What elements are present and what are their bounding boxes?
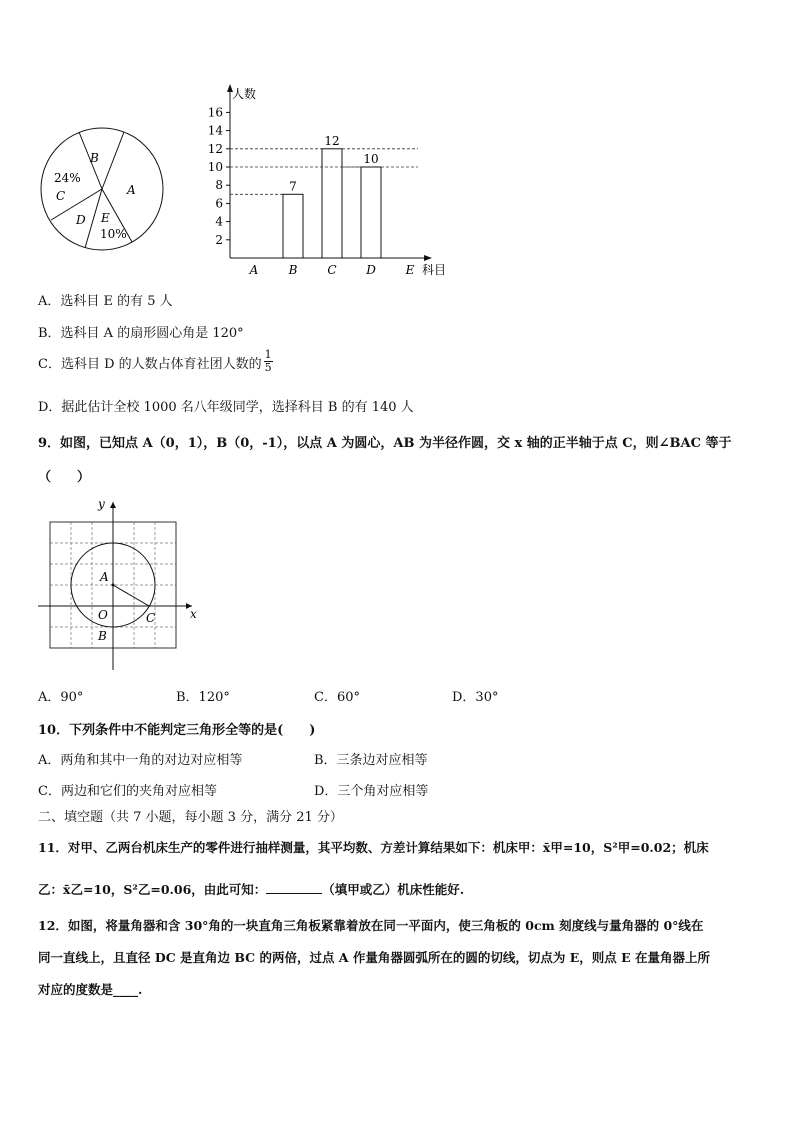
q10-option-b: B．三条边对应相等 [314,753,428,768]
label-c: C [146,611,156,625]
q12-line-1: 12．如图，将量角器和含 30°角的一块直角三角板紧靠着放在同一平面内，使三角板的 0cm 刻度线与量角器的 0°线在 [38,918,704,933]
x-axis-arrow [424,255,432,261]
y-tick-label: 10 [207,160,223,174]
q9-option-d: D．30° [452,690,499,705]
bar [283,194,303,258]
pie-label-d: D [76,213,86,227]
y-tick-label: 14 [207,123,223,138]
point-a [112,584,115,587]
q8-option-a: A．选科目 E 的有 5 人 [38,294,173,309]
q11-line-1-text: 11．对甲、乙两台机床生产的零件进行抽样测量，其平均数、方差计算结果如下：机床甲： [38,840,543,855]
q11-line-2-end: （填甲或乙）机床性能好. [322,882,465,897]
q12-line-3: 对应的度数是____. [38,982,143,997]
q11-line-1 [38,838,709,856]
jia-variance: S²甲=0.02；机床 [603,840,709,855]
bar [322,149,342,258]
bar [361,167,381,258]
label-o: O [98,608,108,622]
q12-line-2: 同一直线上，且直径 DC 是直角边 BC 的两倍，过点 A 作量角器圆弧所在的圆的切线，切点为 E，则点 E 在量角器上所 [38,950,710,965]
q8-option-b: B．选科目 A 的扇形圆心角是 120° [38,326,244,341]
q9-option-b: B．120° [176,690,230,705]
bar-chart-figure [200,82,460,280]
answer-blank[interactable] [266,893,322,894]
x-tick-label: C [327,263,337,277]
y-tick-label: 2 [215,232,223,247]
pie-label-a: A [127,183,136,197]
y-tick-label: 6 [215,196,223,211]
q11-line-2-text: 乙： [38,882,64,897]
yi-variance: S²乙=0.06，由此可知： [123,882,267,897]
yi-mean: x̄乙=10， [63,882,124,897]
y-axis-label: 人数 [232,87,257,101]
pie-divider [102,132,124,189]
q8-option-d: D．据此估计全校 1000 名八年级同学，选择科目 B 的有 140 人 [38,400,414,415]
y-tick-label: 8 [215,178,223,193]
jia-mean: x̄甲=10， [542,840,604,855]
q8-option-c [38,348,275,377]
y-axis-arrow [110,502,116,508]
data-label: 10 [363,152,379,166]
q10-option-c: C．两边和它们的夹角对应相等 [38,784,217,799]
label-y: y [98,497,105,511]
data-label: 12 [324,133,340,148]
pie-pct-c: 24% [54,171,81,185]
pie-pct-e: 10% [100,227,127,241]
x-axis-label: 科目 [422,263,447,277]
q9-coordinate-figure [36,494,202,672]
data-label: 7 [289,179,297,194]
q9-option-c: C．60° [314,690,360,705]
q10-option-a: A．两角和其中一角的对边对应相等 [38,753,243,768]
q11-line-2 [38,880,464,898]
pie-label-c: C [56,189,66,203]
q10-stem: 10．下列条件中不能判定三角形全等的是( ) [38,723,316,738]
pie-label-e: E [101,211,110,225]
x-tick-label: A [249,263,259,277]
x-tick-label: E [405,263,415,277]
q9-stem: 9．如图，已知点 A（0，1），B（0，-1），以点 A 为圆心，AB 为半径作圆，交 x 轴的正半轴于点 C，则∠BAC 等于 [38,436,732,451]
pie-label-b: B [90,151,99,165]
label-b: B [98,629,107,643]
fraction-numerator: 1 [264,348,272,361]
fraction-denominator: 5 [264,361,272,374]
y-tick-label: 12 [207,141,223,156]
label-a: A [100,570,109,584]
pie-chart-figure [38,120,168,256]
label-x: x [190,607,197,621]
q9-paren: （ ） [38,470,91,485]
section-heading: 二、填空题（共 7 小题，每小题 3 分，满分 21 分） [38,810,343,825]
x-tick-label: D [366,263,376,277]
x-tick-label: B [288,263,298,277]
y-tick-label: 16 [207,105,223,120]
q8-option-c-text: C．选科目 D 的人数占体育社团人数的 [38,357,262,372]
q9-option-a: A．90° [38,690,84,705]
y-tick-label: 4 [215,214,223,229]
q10-option-d: D．三个角对应相等 [314,784,429,799]
segment-ac [113,585,149,606]
fraction [264,349,273,374]
